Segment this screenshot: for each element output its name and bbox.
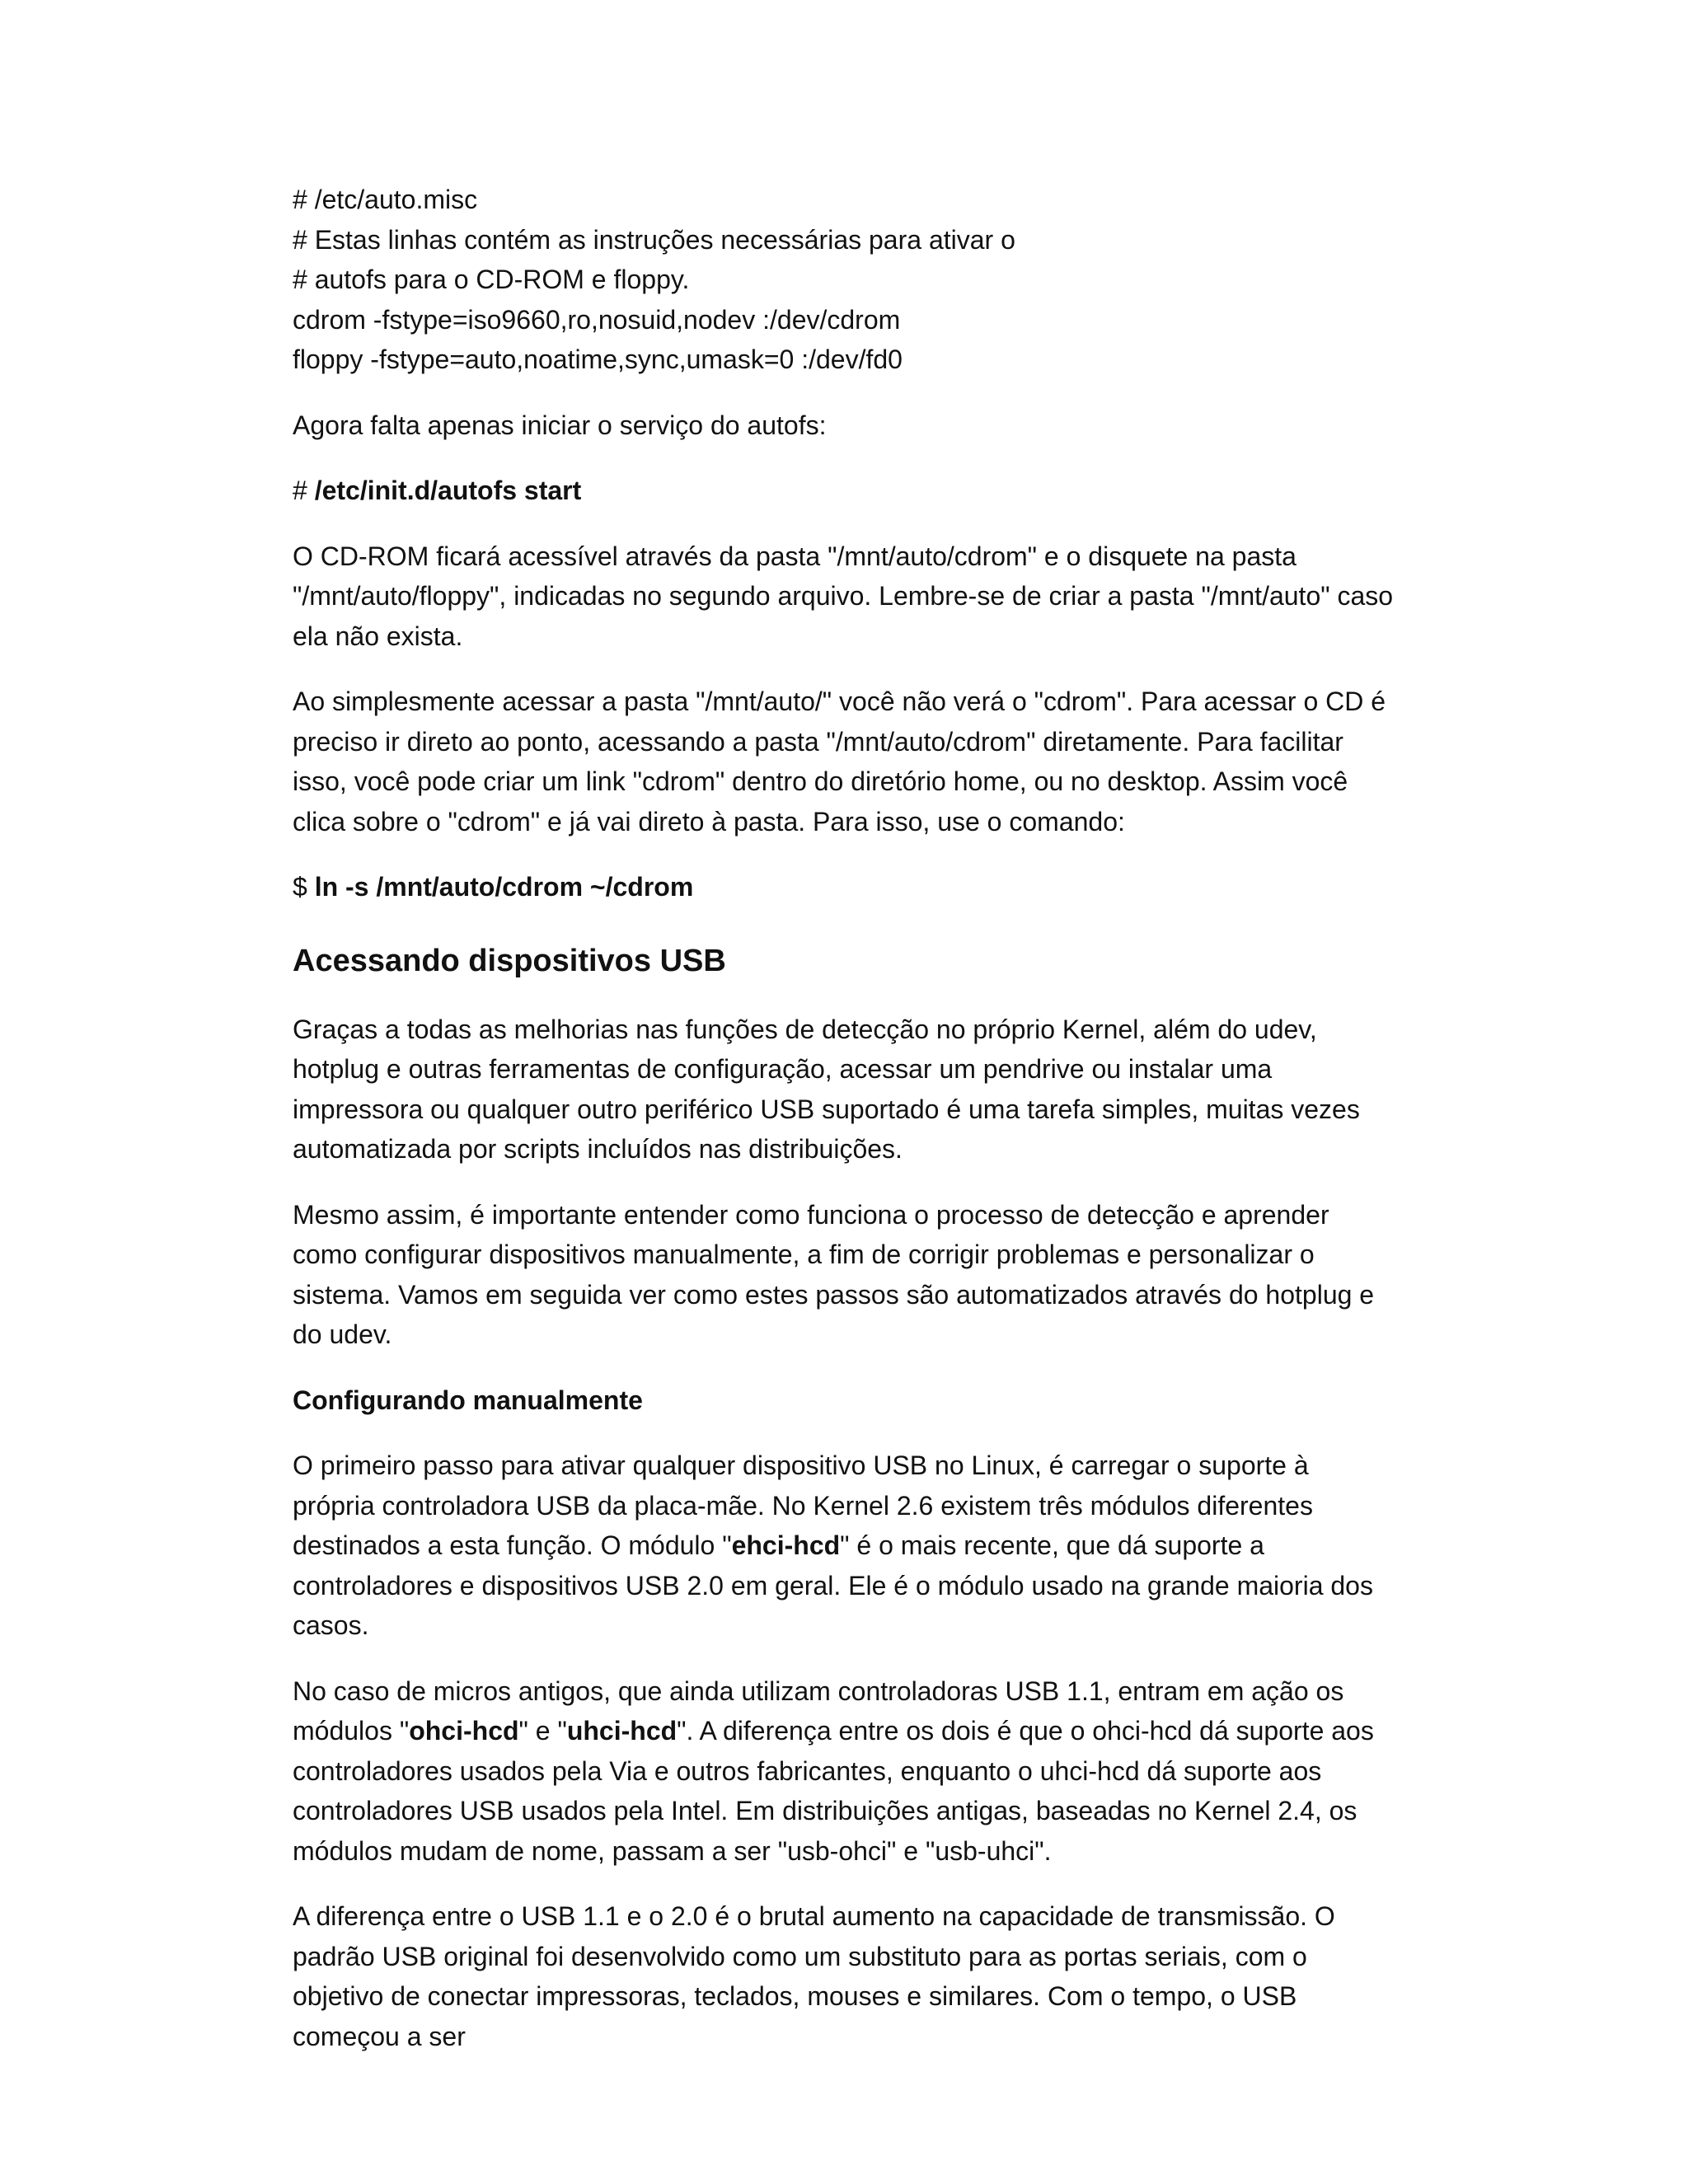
command-prefix: # xyxy=(293,476,315,505)
section-heading-usb: Acessando dispositivos USB xyxy=(293,943,726,978)
document-body xyxy=(293,180,1397,2056)
command-text: ln -s /mnt/auto/cdrom ~/cdrom xyxy=(314,872,694,902)
module-name-ehci: ehci-hcd xyxy=(731,1530,841,1560)
paragraph-start-service: Agora falta apenas iniciar o serviço do autofs: xyxy=(293,410,827,440)
paragraph-ehci xyxy=(293,1446,1397,1646)
text-run: " é o mais recente, que dá suporte a controladores e dispositivos USB 2.0 em geral. Ele é o módulo usado na grande maioria dos casos. xyxy=(293,1530,1373,1640)
code-line: # autofs para o CD-ROM e floppy. xyxy=(293,265,690,294)
code-line: cdrom -fstype=iso9660,ro,nosuid,nodev :/dev/cdrom xyxy=(293,304,901,335)
text-run: No caso de micros antigos, que ainda utilizam controladoras USB 1.1, entram em ação os módulos " xyxy=(293,1675,1344,1746)
command-create-link xyxy=(293,867,1397,907)
paragraph-create-link: Ao simplesmente acessar a pasta "/mnt/auto/" você não verá o "cdrom". Para acessar o CD é preciso ir direto ao ponto, acessando a pasta "/mnt/auto/cdrom" diretamente. Para facilitar isso, você pode criar um link "cdrom" dentro do diretório home, ou no desktop. Assim você clica sobre o "cdrom" e já vai direto à pasta. Para isso, use o comando: xyxy=(293,687,1386,837)
paragraph-usb-understand: Mesmo assim, é importante entender como funciona o processo de detecção e aprender como configurar dispositivos manualmente, a fim de corrigir problemas e personalizar o sistema. Vamos em seguida ver como estes passos são automatizados através do hotplug e do udev. xyxy=(293,1199,1375,1349)
command-start-autofs xyxy=(293,471,1397,511)
code-line: # Estas linhas contém as instruções necessárias para ativar o xyxy=(293,224,1015,255)
subsection-heading-manual: Configurando manualmente xyxy=(293,1385,643,1415)
text-run: " e " xyxy=(518,1716,567,1746)
paragraph-usb-intro: Graças a todas as melhorias nas funções de detecção no próprio Kernel, além do udev, hotplug e outras ferramentas de configuração, acessar um pendrive ou instalar uma impressora ou qualquer outro periférico USB suportado é uma tarefa simples, muitas vezes automatizada por scripts incluídos nas distribuições. xyxy=(293,1014,1360,1164)
paragraph-usb-difference: A diferença entre o USB 1.1 e o 2.0 é o brutal aumento na capacidade de transmissão. O padrão USB original foi desenvolvido como um substituto para as portas seriais, com o objetivo de conectar impressoras, teclados, mouses e similares. Com o tempo, o USB começou a ser xyxy=(293,1901,1335,2051)
code-line: floppy -fstype=auto,noatime,sync,umask=0 :/dev/fd0 xyxy=(293,344,903,374)
code-line: # /etc/auto.misc xyxy=(293,185,478,214)
config-code-block xyxy=(293,180,1397,380)
paragraph-ohci-uhci xyxy=(293,1671,1397,1872)
text-run: O primeiro passo para ativar qualquer dispositivo USB no Linux, é carregar o suporte à própria controladora USB da placa-mãe. No Kernel 2.6 existem três módulos diferentes destinados a esta função. O módulo " xyxy=(293,1451,1313,1560)
command-text: /etc/init.d/autofs start xyxy=(314,476,582,505)
command-prefix: $ xyxy=(293,872,315,902)
text-run: ". A diferença entre os dois é que o ohci-hcd dá suporte aos controladores usados pela Via e outros fabricantes, enquanto o uhci-hcd dá suporte aos controladores USB usados pela Intel. Em distribuições antigas, baseadas no Kernel 2.4, os módulos mudam de nome, passam a ser "usb-ohci" e "usb-uhci". xyxy=(293,1716,1374,1866)
module-name-uhci: uhci-hcd xyxy=(566,1716,678,1746)
paragraph-cdrom-access: O CD-ROM ficará acessível através da pasta "/mnt/auto/cdrom" e o disquete na pasta "/mnt/auto/floppy", indicadas no segundo arquivo. Lembre-se de criar a pasta "/mnt/auto" caso ela não exista. xyxy=(293,541,1394,651)
module-name-ohci: ohci-hcd xyxy=(409,1716,519,1746)
